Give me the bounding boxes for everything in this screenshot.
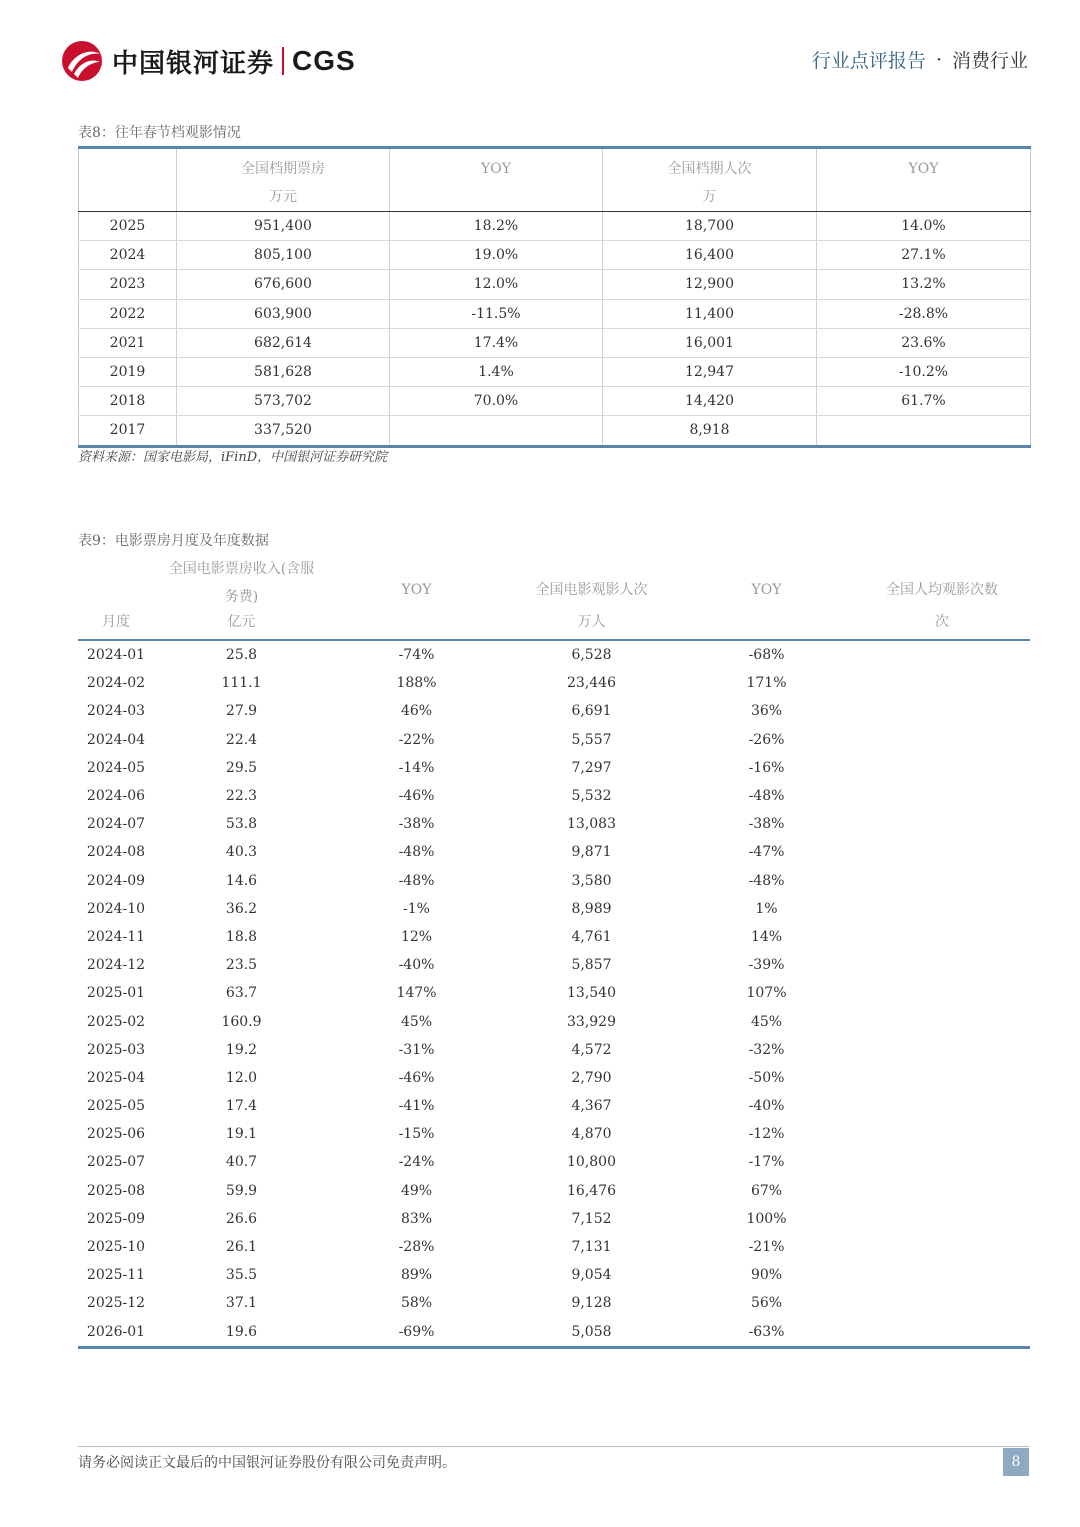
table-cell: 19.0% <box>390 241 603 270</box>
table-row <box>78 782 1030 810</box>
report-type: 行业点评报告 <box>811 50 926 72</box>
table-cell: 7,152 <box>571 1210 612 1227</box>
table-cell <box>854 1261 1030 1289</box>
table-cell: 2025-09 <box>86 1210 146 1227</box>
table-cell: 45% <box>750 1013 783 1030</box>
table-cell: 2024-12 <box>86 957 146 974</box>
table-cell: 40.7 <box>225 1154 258 1171</box>
table-cell: 9,871 <box>571 844 612 861</box>
table-cell: 337,520 <box>177 416 390 446</box>
table8-caption: 表8：往年春节档观影情况 <box>78 125 241 141</box>
table-cell: -46% <box>398 788 435 805</box>
table-row <box>78 726 1030 754</box>
table-row <box>78 1007 1030 1035</box>
table-cell: 17.4% <box>390 328 603 357</box>
table-cell: 4,870 <box>571 1126 612 1143</box>
table-cell: -40% <box>748 1098 785 1115</box>
table-cell: 17.4 <box>225 1098 258 1115</box>
table-cell: 8,918 <box>603 416 817 446</box>
table-cell: -48% <box>748 872 785 889</box>
table-cell: 26.6 <box>225 1210 258 1227</box>
table-cell: 2025-03 <box>86 1041 146 1058</box>
table-row <box>79 212 1031 241</box>
table-cell: -11.5% <box>390 299 603 328</box>
table-cell: 12.0 <box>225 1069 258 1086</box>
header-separator: · <box>935 48 942 71</box>
table-row <box>78 1120 1030 1148</box>
table-cell: -48% <box>748 788 785 805</box>
table-row <box>79 299 1031 328</box>
brand-logo <box>60 40 356 82</box>
table-row <box>78 867 1030 895</box>
table-cell: 2025-01 <box>86 985 146 1002</box>
table-cell: 37.1 <box>225 1295 258 1312</box>
table-row <box>78 1205 1030 1233</box>
table-cell: 2025-06 <box>86 1126 146 1143</box>
table-row <box>78 1233 1030 1261</box>
table-cell: -41% <box>398 1098 435 1115</box>
brand-name-en: CGS <box>292 45 356 76</box>
table9-header-cell: 全国电影票房收入(含服 务费) <box>168 561 315 605</box>
table-cell: 805,100 <box>177 241 390 270</box>
table-cell: 22.4 <box>225 731 258 748</box>
table-cell: -17% <box>748 1154 785 1171</box>
table-cell: 5,857 <box>571 957 612 974</box>
table-cell: -32% <box>748 1041 785 1058</box>
table-cell: 2025-08 <box>86 1182 146 1199</box>
table-cell <box>854 1205 1030 1233</box>
table-cell: 2024-05 <box>86 759 146 776</box>
table-cell: -14% <box>398 759 435 776</box>
table-cell: 5,058 <box>504 1318 679 1348</box>
table-cell: -39% <box>748 957 785 974</box>
table-cell: 2024-07 <box>86 816 146 833</box>
table-cell: -63% <box>679 1318 854 1348</box>
table-cell: 2025-07 <box>86 1154 146 1171</box>
table-cell <box>817 416 1031 446</box>
table-cell: 56% <box>750 1295 783 1312</box>
table-row <box>78 1064 1030 1092</box>
footer-divider <box>78 1446 1030 1447</box>
table-cell: 2024-01 <box>86 647 146 664</box>
table-cell: -50% <box>748 1069 785 1086</box>
table-cell: -47% <box>748 844 785 861</box>
table-cell <box>854 1177 1030 1205</box>
table-cell: 19.2 <box>225 1041 258 1058</box>
table-cell: 6,528 <box>571 647 612 664</box>
table-cell <box>854 951 1030 979</box>
table-cell: -46% <box>398 1069 435 1086</box>
brand-name-cn: 中国银河证券 <box>112 48 275 79</box>
table-cell: 171% <box>746 675 787 692</box>
table-cell: -28.8% <box>817 299 1031 328</box>
table-row <box>78 1148 1030 1176</box>
table9-caption: 表9：电影票房月度及年度数据 <box>78 533 269 549</box>
table-cell: 22.3 <box>225 788 258 805</box>
page-number: 8 <box>1003 1448 1029 1476</box>
table-cell <box>854 923 1030 951</box>
table-cell: 2021 <box>79 328 177 357</box>
table-cell: 2017 <box>79 416 177 446</box>
table9-header-row <box>78 555 1030 611</box>
table-row <box>78 1261 1030 1289</box>
table-row <box>78 951 1030 979</box>
table-cell: 2024-08 <box>86 844 146 861</box>
table-cell <box>854 1120 1030 1148</box>
table-cell <box>854 979 1030 1007</box>
table-cell: 67% <box>750 1182 783 1199</box>
table-cell: 25.8 <box>225 647 258 664</box>
table-cell: -24% <box>398 1154 435 1171</box>
table-cell <box>854 1233 1030 1261</box>
table-cell: 58% <box>400 1295 433 1312</box>
table-cell: 2024-10 <box>86 900 146 917</box>
table-cell: 1% <box>755 900 778 917</box>
table-row <box>78 754 1030 782</box>
table-cell: -22% <box>398 731 435 748</box>
table-cell: 9,054 <box>571 1267 612 1284</box>
table-cell: 23,446 <box>567 675 616 692</box>
table-cell: 2025-12 <box>86 1295 146 1312</box>
table-row <box>79 328 1031 357</box>
table-cell: 13,540 <box>567 985 616 1002</box>
table-row <box>78 669 1030 697</box>
table-cell: 23.5 <box>225 957 258 974</box>
table-cell: 4,367 <box>571 1098 612 1115</box>
table-cell: 12.0% <box>390 270 603 299</box>
table-cell: 16,476 <box>567 1182 616 1199</box>
table8-header-cell: 全国档期人次 万 <box>603 148 817 212</box>
table-cell: -38% <box>398 816 435 833</box>
footer-disclaimer: 请务必阅读正文最后的中国银河证券股份有限公司免责声明。 <box>78 1455 456 1471</box>
table-cell: 19.1 <box>225 1126 258 1143</box>
table-cell <box>854 1036 1030 1064</box>
table-cell <box>854 810 1030 838</box>
table9-units-row <box>78 611 1030 640</box>
table-cell: 2025-02 <box>86 1013 146 1030</box>
table-cell: 36% <box>750 703 783 720</box>
table8-source: 资料来源：国家电影局，iFinD，中国银河证券研究院 <box>78 450 388 465</box>
table-cell <box>390 416 603 446</box>
table9-unit-cell: 次 <box>854 611 1030 640</box>
table-cell: 7,131 <box>571 1239 612 1256</box>
table-row <box>78 1036 1030 1064</box>
table9-header-cell: YOY <box>751 582 782 598</box>
table-cell: 1.4% <box>390 357 603 386</box>
table-cell: 46% <box>400 703 433 720</box>
table-cell: 2025-10 <box>86 1239 146 1256</box>
table-cell <box>854 754 1030 782</box>
table-cell: 682,614 <box>177 328 390 357</box>
table-cell: 2018 <box>79 387 177 416</box>
table-cell: 18.2% <box>390 212 603 241</box>
table-cell <box>854 895 1030 923</box>
table-cell: 573,702 <box>177 387 390 416</box>
table8-header-cell <box>79 148 177 212</box>
table-cell <box>854 1092 1030 1120</box>
table-cell: 26.1 <box>225 1239 258 1256</box>
table-cell: 27.9 <box>225 703 258 720</box>
table-row <box>78 1092 1030 1120</box>
table-cell: 7,297 <box>571 759 612 776</box>
table-row <box>79 270 1031 299</box>
table9-unit-cell: 万人 <box>504 611 679 640</box>
table-cell: 14,420 <box>603 387 817 416</box>
table-cell: 2022 <box>79 299 177 328</box>
table-cell: -38% <box>748 816 785 833</box>
spring-festival-table <box>78 146 1031 448</box>
table-row <box>78 838 1030 866</box>
table-cell: 4,761 <box>571 928 612 945</box>
table-cell: 14.0% <box>817 212 1031 241</box>
table-cell: 147% <box>396 985 437 1002</box>
table-cell: 36.2 <box>225 900 258 917</box>
table-cell: 2023 <box>79 270 177 299</box>
table8-header-cell: 全国档期票房 万元 <box>177 148 390 212</box>
table9-unit-cell: 亿元 <box>154 611 329 640</box>
table9-unit-cell <box>329 611 504 640</box>
table-cell: 70.0% <box>390 387 603 416</box>
table-row <box>79 416 1031 446</box>
table-cell: 6,691 <box>571 703 612 720</box>
table-cell: 14% <box>750 928 783 945</box>
table-cell <box>854 640 1030 669</box>
table-cell: 2024-06 <box>86 788 146 805</box>
table-cell <box>854 1289 1030 1317</box>
table-cell: 3,580 <box>571 872 612 889</box>
table-cell: 19.6 <box>154 1318 329 1348</box>
table-cell: 14.6 <box>225 872 258 889</box>
table-cell: 5,532 <box>571 788 612 805</box>
table-cell: 581,628 <box>177 357 390 386</box>
table-cell: -74% <box>398 647 435 664</box>
table-row <box>78 1289 1030 1317</box>
table-row <box>78 1177 1030 1205</box>
table-cell: 2025-11 <box>86 1267 146 1284</box>
table-cell: 27.1% <box>817 241 1031 270</box>
table-cell: 2025-05 <box>86 1098 146 1115</box>
table-cell: -26% <box>748 731 785 748</box>
table-cell: 90% <box>750 1267 783 1284</box>
table-cell: 89% <box>400 1267 433 1284</box>
table-cell <box>854 697 1030 725</box>
table9-header-cell: 全国人均观影次数 <box>886 582 998 598</box>
table-cell: 13,083 <box>567 816 616 833</box>
table-cell: 676,600 <box>177 270 390 299</box>
table-cell: 2024-09 <box>86 872 146 889</box>
table-cell: 2025-04 <box>86 1069 146 1086</box>
table-cell: -12% <box>748 1126 785 1143</box>
table-row <box>78 697 1030 725</box>
table-cell: 12,900 <box>603 270 817 299</box>
table8-header-row <box>79 148 1031 212</box>
table-cell: 4,572 <box>571 1041 612 1058</box>
table-cell: -48% <box>398 872 435 889</box>
table-cell: 12% <box>400 928 433 945</box>
table-cell: -1% <box>403 900 430 917</box>
table-cell: 100% <box>746 1210 787 1227</box>
table-cell: 111.1 <box>221 675 262 692</box>
table-cell: -48% <box>398 844 435 861</box>
table-cell: 16,001 <box>603 328 817 357</box>
table-cell: 2024-02 <box>86 675 146 692</box>
table-cell: 63.7 <box>225 985 258 1002</box>
table8-header-cell: YOY <box>817 148 1031 212</box>
table-row <box>78 979 1030 1007</box>
table-cell: 59.9 <box>225 1182 258 1199</box>
table-cell: 18,700 <box>603 212 817 241</box>
cgs-logo-icon <box>60 40 104 82</box>
table-cell: 83% <box>400 1210 433 1227</box>
table-cell: 23.6% <box>817 328 1031 357</box>
table-cell: 2019 <box>79 357 177 386</box>
table-row <box>79 357 1031 386</box>
table-cell: 951,400 <box>177 212 390 241</box>
table-cell: -28% <box>398 1239 435 1256</box>
table-cell: -69% <box>329 1318 504 1348</box>
table-cell: 188% <box>396 675 437 692</box>
table-cell <box>854 726 1030 754</box>
table-row <box>78 1318 1030 1348</box>
table-cell: 9,128 <box>571 1295 612 1312</box>
table9-unit-cell: 月度 <box>78 611 154 640</box>
table-cell <box>854 867 1030 895</box>
table-cell: -21% <box>748 1239 785 1256</box>
industry-label: 消费行业 <box>951 50 1028 72</box>
table-cell <box>854 1318 1030 1348</box>
table-cell: -40% <box>398 957 435 974</box>
table-cell <box>854 838 1030 866</box>
table-row <box>78 640 1030 669</box>
table-cell: 33,929 <box>567 1013 616 1030</box>
table-cell: 40.3 <box>225 844 258 861</box>
table-cell: 16,400 <box>603 241 817 270</box>
table9-header-cell: 全国电影观影人次 <box>535 582 648 598</box>
table9-header-cell: YOY <box>401 582 432 598</box>
table9-header-cell <box>78 555 154 611</box>
table-cell: 61.7% <box>817 387 1031 416</box>
table-cell: 2,790 <box>571 1069 612 1086</box>
monthly-box-office-table <box>78 555 1030 1349</box>
table-cell: 2026-01 <box>78 1318 154 1348</box>
table-cell: 53.8 <box>225 816 258 833</box>
brand-divider <box>282 47 284 75</box>
table-cell: 107% <box>746 985 787 1002</box>
table-cell: 8,989 <box>571 900 612 917</box>
table-cell: 2025 <box>79 212 177 241</box>
table-row <box>78 923 1030 951</box>
table-cell: -15% <box>398 1126 435 1143</box>
table-cell: 29.5 <box>225 759 258 776</box>
table-cell: -68% <box>748 647 785 664</box>
table-cell: 45% <box>400 1013 433 1030</box>
table-cell: 2024-04 <box>86 731 146 748</box>
table-cell: 12,947 <box>603 357 817 386</box>
table-cell: 18.8 <box>225 928 258 945</box>
table-cell: 35.5 <box>225 1267 258 1284</box>
table-row <box>78 810 1030 838</box>
table-cell <box>854 782 1030 810</box>
table-cell: 2024 <box>79 241 177 270</box>
table-cell: 11,400 <box>603 299 817 328</box>
table-cell <box>854 1148 1030 1176</box>
table-cell: 2024-11 <box>86 928 146 945</box>
table-cell <box>854 1007 1030 1035</box>
table-cell: -31% <box>398 1041 435 1058</box>
table-cell: 49% <box>400 1182 433 1199</box>
table-cell: 10,800 <box>567 1154 616 1171</box>
table-row <box>79 387 1031 416</box>
table-cell: -16% <box>748 759 785 776</box>
table-cell: 13.2% <box>817 270 1031 299</box>
table-cell: -10.2% <box>817 357 1031 386</box>
table-cell <box>854 1064 1030 1092</box>
report-header <box>812 46 1028 73</box>
table8-header-cell: YOY <box>390 148 603 212</box>
table-cell: 2024-03 <box>86 703 146 720</box>
table-cell: 5,557 <box>571 731 612 748</box>
table-row <box>78 895 1030 923</box>
table-cell: 160.9 <box>221 1013 262 1030</box>
table9-unit-cell <box>679 611 854 640</box>
table-row <box>79 241 1031 270</box>
table-cell <box>854 669 1030 697</box>
table-cell: 603,900 <box>177 299 390 328</box>
